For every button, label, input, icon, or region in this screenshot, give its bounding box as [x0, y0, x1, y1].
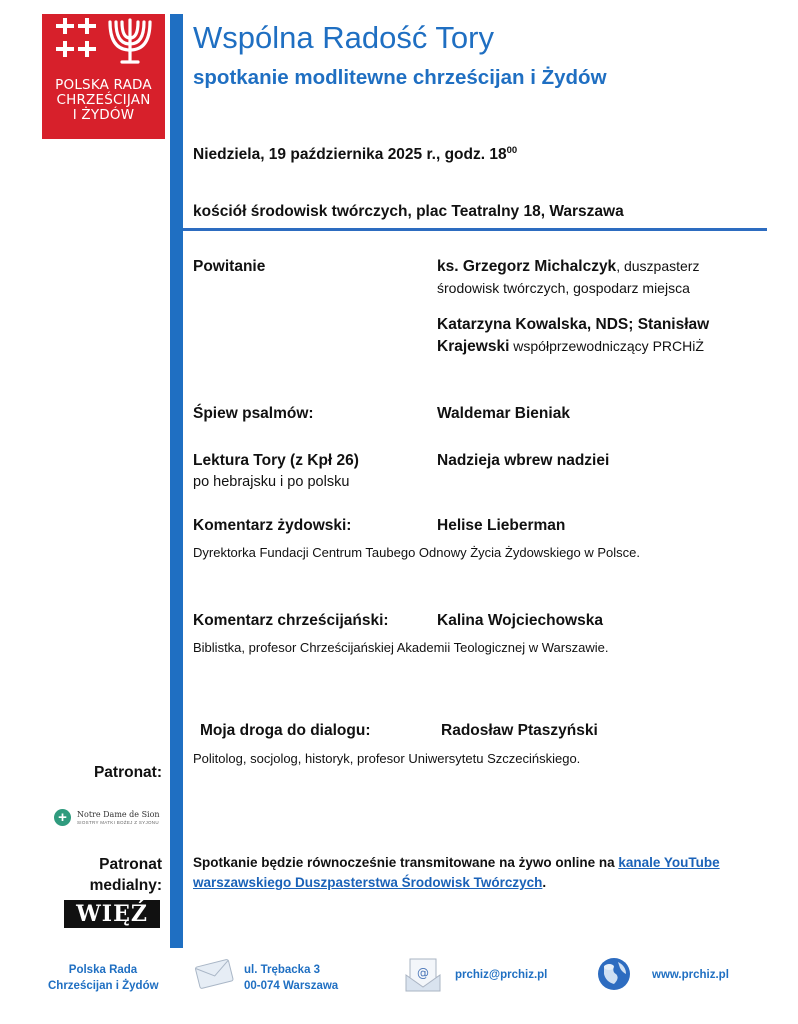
page-subtitle: spotkanie modlitewne chrześcijan i Żydów — [193, 66, 607, 89]
prchiz-logo — [42, 14, 165, 139]
footer-street: ul. Trębacka 3 — [244, 964, 321, 976]
welcome-person-1-role-cont: środowisk twórczych, gospodarz miejsca — [437, 280, 690, 296]
footer-city: 00-074 Warszawa — [244, 980, 339, 992]
cross-menorah-icon — [42, 14, 165, 78]
nds-tagline: SIOSTRY MATKI BOŻEJ Z SYJONU — [77, 820, 159, 825]
footer-website-link[interactable]: www.prchiz.pl — [652, 969, 729, 981]
christian-commentary-label: Komentarz chrześcijański: — [193, 612, 389, 629]
jewish-commentary-desc: Dyrektorka Fundacji Centrum Taubego Odnowy Życia Żydowskiego w Polsce. — [193, 545, 641, 560]
reading-subtitle: po hebrajsku i po polsku — [193, 474, 350, 490]
welcome-person-2 — [437, 338, 704, 356]
horizontal-divider — [183, 228, 767, 231]
vertical-accent-bar — [170, 14, 183, 948]
globe-icon — [596, 956, 632, 992]
dialogue-desc: Politolog, socjolog, historyk, profesor Uniwersytetu Szczecińskiego. — [193, 751, 581, 766]
psalms-label: Śpiew psalmów: — [193, 405, 314, 422]
welcome-person-1 — [437, 258, 699, 276]
footer-org-line-1: Polska Rada — [68, 964, 138, 976]
event-date-text: Niedziela, 19 października 2025 r., godz. 18 — [193, 146, 507, 163]
welcome-person-2-role: współprzewodniczący PRCHiŻ — [509, 338, 704, 354]
youtube-channel-link[interactable]: kanale YouTube — [618, 855, 720, 870]
logo-line-2: CHRZEŚCIJAN — [56, 92, 151, 108]
psalms-person: Waldemar Bieniak — [437, 405, 570, 422]
footer-org-line-2: Chrześcijan i Żydów — [48, 980, 159, 992]
stream-notice-text: Spotkanie będzie równocześnie transmitowane na żywo online na — [193, 855, 619, 870]
footer-organization — [48, 962, 158, 994]
event-date — [193, 146, 517, 164]
welcome-person-2-names: Katarzyna Kowalska, NDS; Stanisław — [437, 316, 710, 333]
logo-text — [42, 78, 165, 123]
envelope-icon — [193, 956, 235, 990]
dialogue-person: Radosław Ptaszyński — [441, 722, 598, 739]
welcome-label: Powitanie — [193, 258, 266, 275]
footer-address — [244, 962, 338, 994]
welcome-person-2-name: Krajewski — [437, 338, 510, 355]
email-icon — [404, 957, 442, 993]
page-title: Wspólna Radość Tory — [193, 20, 494, 55]
reading-title: Nadzieja wbrew nadziei — [437, 452, 610, 469]
svg-text:@: @ — [417, 966, 429, 980]
dialogue-label: Moja droga do dialogu: — [200, 722, 371, 739]
event-time-minutes: 00 — [506, 144, 518, 156]
welcome-person-1-role: , duszpasterz — [616, 258, 700, 274]
media-patronage-label-2: medialny: — [89, 877, 162, 894]
stream-notice — [193, 853, 763, 893]
wiez-logo: WIĘŹ — [64, 900, 160, 928]
logo-line-3: I ŻYDÓW — [72, 107, 135, 123]
christian-commentary-person: Kalina Wojciechowska — [437, 612, 603, 629]
cross-icon: + — [58, 809, 67, 826]
media-patronage-label-1: Patronat — [99, 856, 162, 873]
nds-name: Notre Dame de Sion — [77, 810, 160, 819]
youtube-channel-link-cont[interactable]: warszawskiego Duszpasterstwa Środowisk Twórczych — [193, 875, 543, 890]
patronage-label: Patronat: — [93, 764, 162, 781]
jewish-commentary-label: Komentarz żydowski: — [193, 517, 352, 534]
christian-commentary-desc: Biblistka, profesor Chrześcijańskiej Akademii Teologicznej w Warszawie. — [193, 640, 609, 655]
jewish-commentary-person: Helise Lieberman — [437, 517, 566, 534]
logo-line-1: POLSKA RADA — [55, 77, 152, 93]
footer-email-link[interactable]: prchiz@prchiz.pl — [455, 969, 548, 981]
media-patronage-label — [90, 854, 162, 896]
reading-label: Lektura Tory (z Kpł 26) — [193, 452, 359, 469]
welcome-person-1-name: ks. Grzegorz Michalczyk — [437, 258, 617, 275]
event-place: kościół środowisk twórczych, plac Teatralny 18, Warszawa — [193, 203, 624, 220]
stream-notice-end: . — [542, 875, 547, 890]
